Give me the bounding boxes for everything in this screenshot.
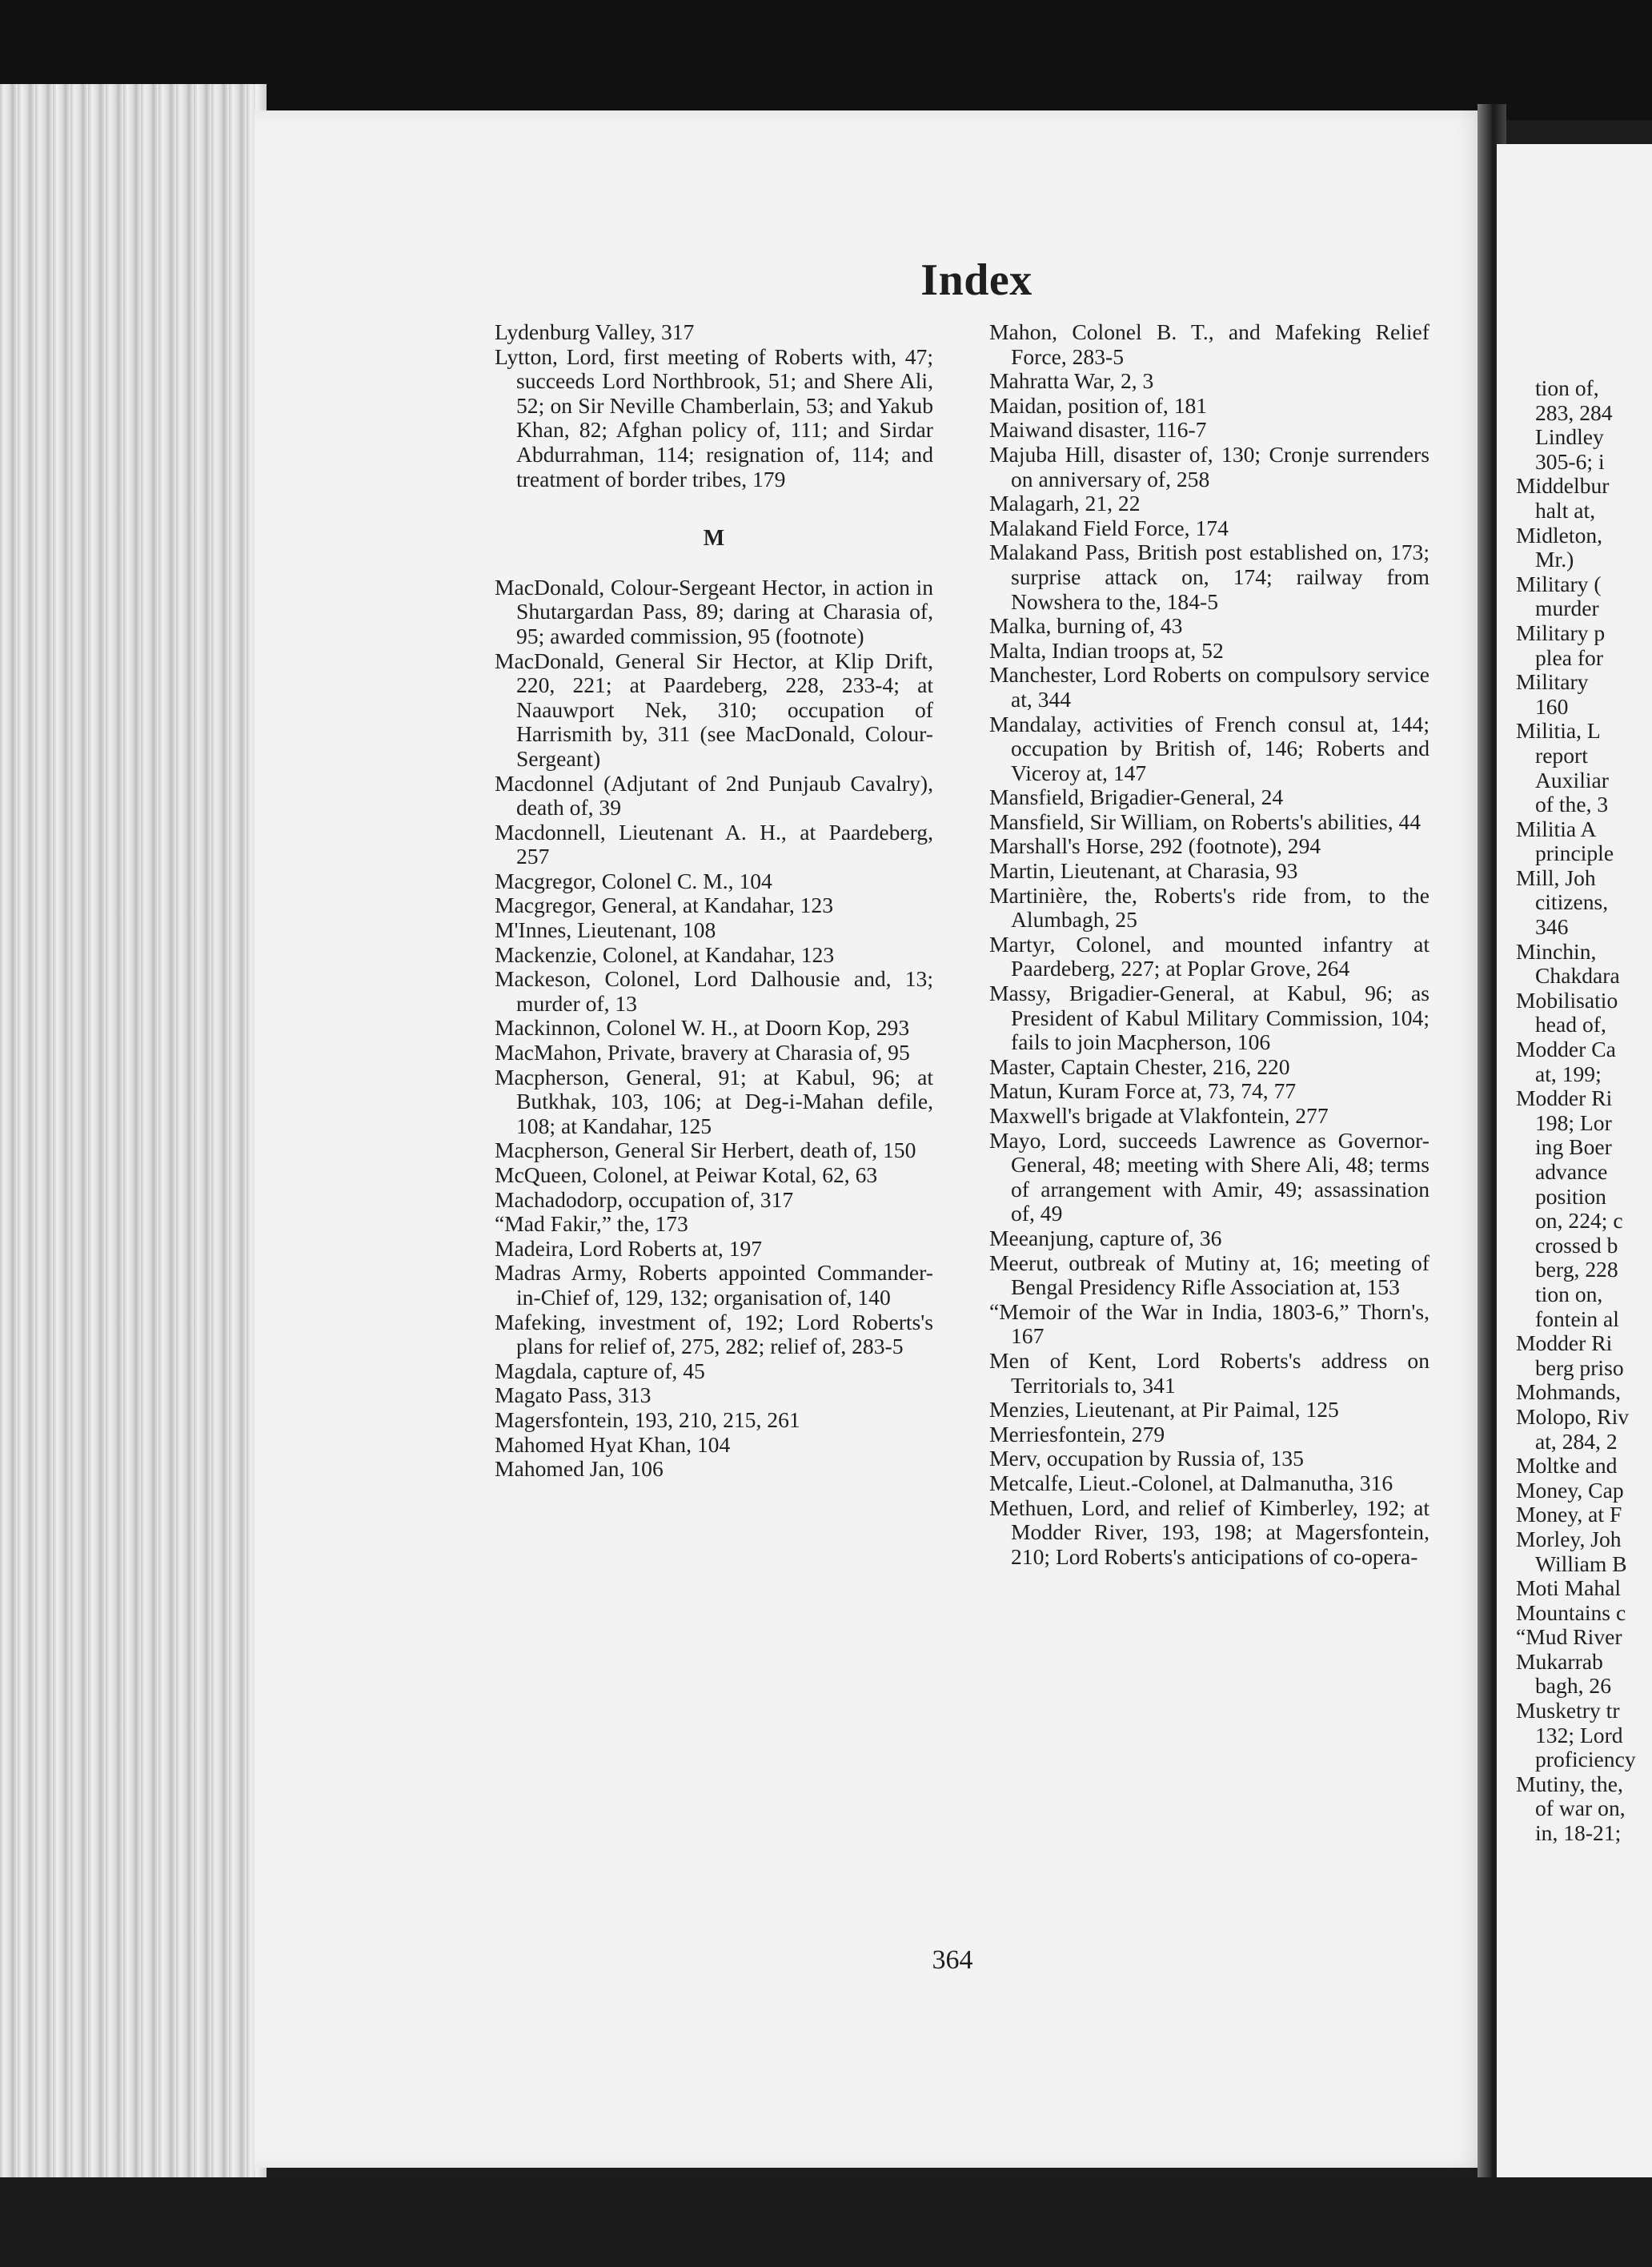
index-entry: Mayo, Lord, succeeds Lawrence as Governor-General, 48; meeting with Shere Ali, 48; terms of arrangement with Amir, 49; assassination of, 49 <box>989 1127 1429 1226</box>
facing-page-line: report <box>1535 742 1588 768</box>
facing-page-line: at, 199; <box>1535 1061 1602 1086</box>
index-entry: Madras Army, Roberts appointed Commander-in-Chief of, 129, 132; organisation of, 140 <box>495 1260 933 1310</box>
index-entry: MacDonald, General Sir Hector, at Klip Drift, 220, 221; at Paardeberg, 228, 233-4; at Naauwport Nek, 310; occupation of Harrismith by, 311 (see MacDonald, Colour-Sergeant) <box>495 648 933 771</box>
index-entry: Men of Kent, Lord Roberts's address on Territorials to, 341 <box>989 1347 1429 1398</box>
left-entries-m <box>495 576 933 1482</box>
facing-page-line: 198; Lor <box>1535 1109 1612 1135</box>
page-stack-edges <box>0 84 267 2185</box>
index-entry: Macpherson, General, 91; at Kabul, 96; at Butkhak, 103, 106; at Deg-i-Mahan defile, 108; at Kandahar, 125 <box>495 1064 933 1138</box>
index-entry: Martin, Lieutenant, at Charasia, 93 <box>989 858 1298 884</box>
index-entry: Maidan, position of, 181 <box>989 392 1208 418</box>
index-entry: Meeanjung, capture of, 36 <box>989 1225 1222 1250</box>
facing-page-line: Military ( <box>1516 571 1602 596</box>
index-entry: Menzies, Lieutenant, at Pir Paimal, 125 <box>989 1397 1339 1422</box>
index-entry: Mansfield, Sir William, on Roberts's abilities, 44 <box>989 808 1421 834</box>
index-column-middle <box>989 320 1429 1569</box>
index-entry: Lydenburg Valley, 317 <box>495 319 695 344</box>
index-entry: MacMahon, Private, bravery at Charasia of, 95 <box>495 1040 910 1065</box>
index-entry: Magersfontein, 193, 210, 215, 261 <box>495 1406 800 1432</box>
facing-page-line: on, 224; c <box>1535 1208 1623 1234</box>
facing-page-line: Mohmands, <box>1516 1379 1622 1405</box>
facing-page-line: 305-6; i <box>1535 448 1605 474</box>
index-entry: Meerut, outbreak of Mutiny at, 16; meeting of Bengal Presidency Rifle Association at, 153 <box>989 1250 1429 1300</box>
index-entry: Mahratta War, 2, 3 <box>989 368 1154 394</box>
facing-page-line: Militia, L <box>1516 718 1601 744</box>
facing-page-line: crossed b <box>1535 1232 1618 1258</box>
index-entry: MacDonald, Colour-Sergeant Hector, in action in Shutargardan Pass, 89; daring at Charasia of, 95; awarded commission, 95 (footnote) <box>495 574 933 648</box>
facing-page-line: Mountains c <box>1516 1599 1626 1625</box>
section-letter: M <box>703 526 725 552</box>
facing-page-line: Mobilisatio <box>1516 987 1618 1013</box>
facing-page-line: Moltke and <box>1516 1453 1618 1479</box>
facing-page-line: Lindley <box>1535 424 1604 450</box>
index-entry: Mackeson, Colonel, Lord Dalhousie and, 13; murder of, 13 <box>495 966 933 1016</box>
index-entry: Macdonnel (Adjutant of 2nd Punjaub Cavalry), death of, 39 <box>495 770 933 821</box>
index-entry: Mahomed Jan, 106 <box>495 1456 664 1482</box>
index-entry: Mahon, Colonel B. T., and Mafeking Relief Force, 283-5 <box>989 319 1429 369</box>
index-entry: Mackinnon, Colonel W. H., at Doorn Kop, 293 <box>495 1015 910 1041</box>
facing-page-line: at, 284, 2 <box>1535 1428 1618 1454</box>
facing-page-line: Military p <box>1516 620 1606 645</box>
index-entry: Magato Pass, 313 <box>495 1382 652 1408</box>
index-entry: Mafeking, investment of, 192; Lord Roberts's plans for relief of, 275, 282; relief of, 283-5 <box>495 1309 933 1359</box>
index-entry: Martyr, Colonel, and mounted infantry at Paardeberg, 227; at Poplar Grove, 264 <box>989 931 1429 981</box>
facing-page-line: Mutiny, the, <box>1516 1771 1623 1796</box>
facing-page-line: Midleton, <box>1516 522 1603 548</box>
index-entry: Merriesfontein, 279 <box>989 1421 1165 1446</box>
facing-page-line: 132; Lord <box>1535 1722 1623 1747</box>
facing-page-line: fontein al <box>1535 1306 1619 1331</box>
index-entry: Malka, burning of, 43 <box>989 613 1183 639</box>
facing-page-line: berg priso <box>1535 1354 1624 1380</box>
index-entry: Mansfield, Brigadier-General, 24 <box>989 784 1284 810</box>
index-entry: Macdonnell, Lieutenant A. H., at Paardeberg, 257 <box>495 819 933 869</box>
index-entry: Merv, occupation by Russia of, 135 <box>989 1446 1304 1471</box>
index-entry: Mahomed Hyat Khan, 104 <box>495 1431 731 1457</box>
index-entry: Malakand Field Force, 174 <box>989 515 1229 540</box>
facing-page-line: murder <box>1535 596 1599 621</box>
facing-page-line: 160 <box>1535 693 1569 719</box>
facing-page-line: principle <box>1535 841 1614 866</box>
facing-page-line: 283, 284 <box>1535 399 1613 425</box>
facing-page-line: Militia A <box>1516 816 1597 841</box>
index-entry: Majuba Hill, disaster of, 130; Cronje surrenders on anniversary of, 258 <box>989 441 1429 492</box>
index-entry: Malta, Indian troops at, 52 <box>989 637 1224 663</box>
facing-page-line: plea for <box>1535 644 1604 670</box>
facing-page-line: of the, 3 <box>1535 792 1609 817</box>
facing-page-line: Military <box>1516 669 1589 695</box>
facing-page-line: Modder Ri <box>1516 1330 1613 1356</box>
facing-page-line: Auxiliar <box>1535 767 1609 792</box>
facing-page-line: tion of, <box>1535 375 1599 400</box>
index-entry: Marshall's Horse, 292 (footnote), 294 <box>989 833 1321 859</box>
facing-page-line: Modder Ca <box>1516 1037 1616 1062</box>
facing-page-line: position <box>1535 1183 1606 1209</box>
index-entry: Massy, Brigadier-General, at Kabul, 96; as President of Kabul Military Commission, 104; fails to join Macpherson, 106 <box>989 981 1429 1055</box>
index-column-left <box>495 320 933 1482</box>
index-entry: Methuen, Lord, and relief of Kimberley, 192; at Modder River, 193, 198; at Magersfontein, 210; Lord Roberts's anticipations of co-opera- <box>989 1495 1429 1569</box>
facing-page-line: bagh, 26 <box>1535 1673 1612 1699</box>
index-entry: Machadodorp, occupation of, 317 <box>495 1186 794 1212</box>
facing-page-column <box>1516 376 1652 1846</box>
facing-page-line: berg, 228 <box>1535 1257 1618 1282</box>
facing-page-line: William B <box>1535 1551 1627 1576</box>
facing-page-line: Mukarrab <box>1516 1648 1603 1674</box>
index-entry: Macgregor, Colonel C. M., 104 <box>495 868 772 893</box>
index-entry: Magdala, capture of, 45 <box>495 1358 705 1383</box>
index-entry: “Memoir of the War in India, 1803-6,” Thorn's, 167 <box>989 1298 1429 1349</box>
facing-page-line: head of, <box>1535 1012 1606 1037</box>
facing-page-line: Mill, Joh <box>1516 865 1596 890</box>
facing-page-line: Minchin, <box>1516 938 1597 964</box>
index-entry: Macgregor, General, at Kandahar, 123 <box>495 893 834 918</box>
index-entry: Malagarh, 21, 22 <box>989 491 1141 516</box>
index-entry: McQueen, Colonel, at Peiwar Kotal, 62, 63 <box>495 1162 878 1187</box>
index-entry: Master, Captain Chester, 216, 220 <box>989 1053 1290 1079</box>
facing-page-line: Modder Ri <box>1516 1085 1613 1111</box>
facing-page <box>1497 144 1652 2193</box>
index-entry: Maxwell's brigade at Vlakfontein, 277 <box>989 1103 1329 1128</box>
page-title: Index <box>920 255 1032 305</box>
facing-page-line: advance <box>1535 1159 1608 1184</box>
index-entry: Mandalay, activities of French consul at, 144; occupation by British of, 146; Roberts and Viceroy at, 147 <box>989 711 1429 785</box>
left-entries-l <box>495 320 933 492</box>
facing-page-line: tion on, <box>1535 1281 1603 1306</box>
index-entry: “Mad Fakir,” the, 173 <box>495 1211 688 1237</box>
facing-page-line: 346 <box>1535 914 1569 940</box>
scan-background-bottom <box>0 2177 1652 2267</box>
page-number: 364 <box>932 1945 973 1975</box>
index-entry: Martinière, the, Roberts's ride from, to the Alumbagh, 25 <box>989 882 1429 933</box>
facing-page-line: Musketry tr <box>1516 1698 1620 1723</box>
facing-page-line: Chakdara <box>1535 963 1620 989</box>
index-entry: Lytton, Lord, first meeting of Roberts with, 47; succeeds Lord Northbrook, 51; and Shere Ali, 52; on Sir Neville Chamberlain, 53; and Yakub Khan, 82; Afghan policy of, 111; and Sirdar Abdurrahman, 114; resignation of, 114; and treatment of border tribes, 179 <box>495 343 933 492</box>
facing-page-line: Money, at F <box>1516 1502 1622 1527</box>
facing-page-line: in, 18-21; <box>1535 1820 1622 1846</box>
facing-page-line: Molopo, Riv <box>1516 1403 1630 1429</box>
index-entry: Matun, Kuram Force at, 73, 74, 77 <box>989 1078 1297 1104</box>
facing-page-line: of war on, <box>1535 1796 1626 1821</box>
index-entry: Metcalfe, Lieut.-Colonel, at Dalmanutha, 316 <box>989 1470 1393 1495</box>
facing-page-line: halt at, <box>1535 497 1596 523</box>
facing-page-line: proficiency <box>1535 1747 1636 1772</box>
facing-page-line: ing Boer <box>1535 1134 1612 1160</box>
facing-page-line: “Mud River <box>1516 1624 1622 1650</box>
index-entry: Madeira, Lord Roberts at, 197 <box>495 1235 763 1261</box>
index-entry: Macpherson, General Sir Herbert, death of, 150 <box>495 1138 916 1163</box>
facing-page-line: Mr.) <box>1535 547 1574 572</box>
facing-page-line: Moti Mahal <box>1516 1575 1622 1601</box>
index-entry: Manchester, Lord Roberts on compulsory service at, 344 <box>989 662 1429 712</box>
index-entry: Malakand Pass, British post established on, 173; surprise attack on, 174; railway from Nowshera to the, 184-5 <box>989 540 1429 614</box>
index-entry: Maiwand disaster, 116-7 <box>989 417 1207 443</box>
facing-page-line: Money, Cap <box>1516 1477 1624 1503</box>
index-entry: M'Innes, Lieutenant, 108 <box>495 917 716 943</box>
facing-page-line: Middelbur <box>1516 473 1610 499</box>
facing-page-line: citizens, <box>1535 889 1609 915</box>
index-entry: Mackenzie, Colonel, at Kandahar, 123 <box>495 941 835 967</box>
facing-page-line: Morley, Joh <box>1516 1526 1622 1551</box>
